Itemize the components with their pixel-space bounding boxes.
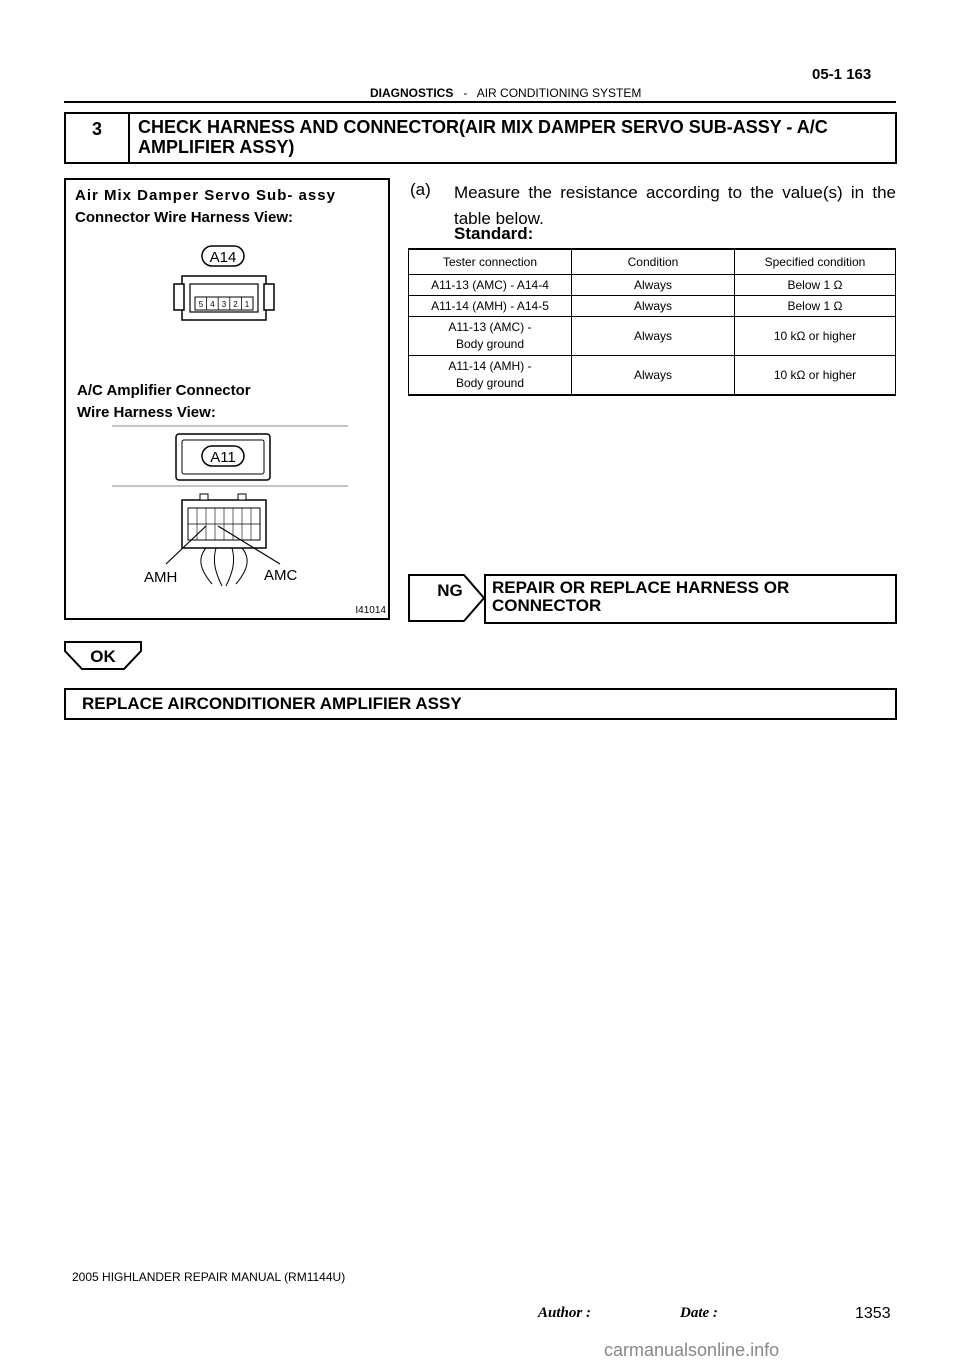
cell-tester-line1: A11-14 (AMH) - bbox=[448, 359, 532, 373]
footer-date: Date : bbox=[680, 1305, 718, 1321]
connector-a14-label: A14 bbox=[209, 249, 237, 266]
cell-spec: Below 1 Ω bbox=[735, 296, 896, 317]
instruction-letter: (a) bbox=[410, 180, 431, 199]
ng-arrow bbox=[408, 574, 488, 624]
header-subsection: AIR CONDITIONING SYSTEM bbox=[476, 86, 642, 100]
connector-a11-label: A11 bbox=[210, 449, 236, 466]
ok-label: OK bbox=[90, 647, 116, 666]
wire-label-amh: AMH bbox=[144, 569, 178, 586]
cell-condition: Always bbox=[572, 296, 735, 317]
cell-tester-line2: Body ground bbox=[455, 337, 525, 351]
table-row bbox=[409, 275, 896, 296]
cell-condition: Always bbox=[572, 356, 735, 396]
cell-tester-line2: Body ground bbox=[455, 376, 525, 390]
figure-label-servo-line2: Connector Wire Harness View: bbox=[75, 209, 293, 226]
cell-condition: Always bbox=[572, 275, 735, 296]
step-number: 3 bbox=[66, 114, 130, 162]
ng-action-text: REPAIR OR REPLACE HARNESS OR CONNECTOR bbox=[492, 578, 790, 615]
step-box bbox=[64, 112, 897, 164]
cell-spec: 10 kΩ or higher bbox=[735, 356, 896, 396]
pin-1: 1 bbox=[244, 300, 250, 309]
step-title: CHECK HARNESS AND CONNECTOR(AIR MIX DAMPER SERVO SUB-ASSY - A/C AMPLIFIER ASSY) bbox=[138, 117, 828, 157]
cell-tester bbox=[409, 356, 572, 396]
spec-table bbox=[408, 248, 896, 396]
footer-author: Author : bbox=[538, 1305, 591, 1321]
pin-5: 5 bbox=[198, 300, 204, 309]
cell-tester bbox=[409, 317, 572, 356]
ng-label: NG bbox=[437, 581, 463, 600]
figure-label-amplifier-line1: A/C Amplifier Connector bbox=[77, 382, 251, 399]
final-action-box bbox=[64, 688, 897, 720]
final-action-text: REPLACE AIRCONDITIONER AMPLIFIER ASSY bbox=[82, 694, 462, 713]
header-separator: - bbox=[463, 86, 468, 100]
page-number: 05-1 163 bbox=[812, 66, 872, 83]
instruction-text: Measure the resistance according to the value(s) in the table below. bbox=[454, 183, 896, 228]
footer-manual: 2005 HIGHLANDER REPAIR MANUAL (RM1144U) bbox=[72, 1270, 346, 1284]
header-title bbox=[370, 86, 641, 100]
cell-spec: 10 kΩ or higher bbox=[735, 317, 896, 356]
wire-label-amc: AMC bbox=[264, 567, 298, 584]
cell-tester: A11-14 (AMH) - A14-5 bbox=[409, 296, 572, 317]
table-row bbox=[409, 296, 896, 317]
figure-label-amplifier-line2: Wire Harness View: bbox=[77, 404, 216, 421]
figure-label-servo-line1: Air Mix Damper Servo Sub- assy bbox=[75, 187, 336, 204]
table-row bbox=[409, 317, 896, 356]
col-specified-condition: Specified condition bbox=[735, 249, 896, 275]
pin-4: 4 bbox=[210, 300, 215, 309]
header-rule bbox=[64, 101, 896, 103]
footer-page-number: 1353 bbox=[855, 1305, 891, 1322]
col-tester-connection: Tester connection bbox=[409, 249, 572, 275]
col-condition: Condition bbox=[572, 249, 735, 275]
header-section: DIAGNOSTICS bbox=[370, 86, 454, 100]
ok-tab bbox=[64, 641, 144, 671]
cell-tester: A11-13 (AMC) - A14-4 bbox=[409, 275, 572, 296]
figure-code: I41014 bbox=[355, 605, 386, 616]
cell-spec: Below 1 Ω bbox=[735, 275, 896, 296]
connector-figure bbox=[64, 178, 390, 620]
watermark: carmanualsonline.info bbox=[604, 1340, 780, 1360]
ng-action-box bbox=[484, 574, 897, 624]
table-row bbox=[409, 356, 896, 396]
pin-2: 2 bbox=[233, 300, 238, 309]
cell-tester-line1: A11-13 (AMC) - bbox=[448, 320, 532, 334]
cell-condition: Always bbox=[572, 317, 735, 356]
table-header-row bbox=[409, 249, 896, 275]
pin-3: 3 bbox=[221, 300, 227, 309]
standard-label: Standard: bbox=[454, 224, 534, 243]
